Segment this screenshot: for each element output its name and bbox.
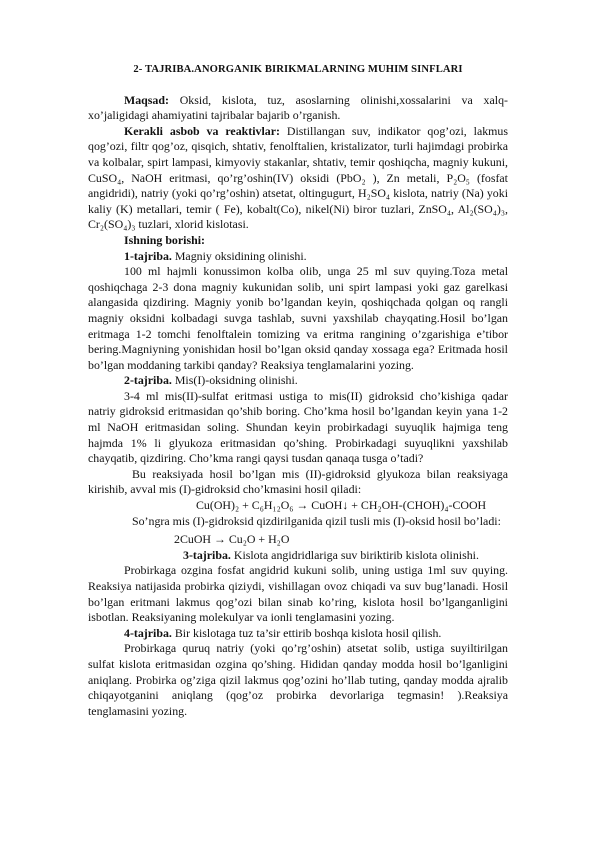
experiment-2-title: Mis(I)-oksidning olinishi. <box>171 373 298 388</box>
equation-2: 2CuOH → Cu₂O + H₂O <box>174 532 290 547</box>
experiment-3-label: 3-tajriba. <box>183 547 231 562</box>
experiment-2-text-2: Bu reaksiyada hosil bo’lgan mis (II)-gidroksid glyukoza bilan reaksiyaga kirishib, avval mis (I)-gidroksid cho’kmasini hosil qiladi: <box>88 466 508 497</box>
objective-text: Oksid, kislota, tuz, asoslarning olinishi,xossalarini va xalq-xo’jaligidagi ahamiyatini tajribalar bajarib o’rganish. <box>88 92 508 123</box>
experiment-3-heading <box>88 548 508 564</box>
page-title: 2- TAJRIBA.ANORGANIK BIRIKMALARNING MUHIM SINFLARI <box>133 64 463 75</box>
experiment-1-title: Magniy oksidining olinishi. <box>171 248 307 263</box>
experiment-2-label: 2-tajriba. <box>124 373 172 388</box>
experiment-4-title: Bir kislotaga tuz ta’sir ettirib boshqa kislota hosil qilish. <box>171 625 442 640</box>
experiment-2-text: 3-4 ml mis(II)-sulfat eritmasi ustiga to mis(II) gidroksid cho’kishiga qadar natriy gidroksid eritmasidan qo’shib boring. Cho’kma hosil bo’lgandan keyin yana 1-2 ml NaOH eritmasidan soling. Shundan keyin probirkadagi suyuqlik hajmiga teng hajmda 1% li glyukoza eritmasidan qo’shing. Probirkadagi suyuqlikni yaxshilab chayqatib, qizdiring. Cho’kma rangi qaysi tusdan qanaqa tusga o’tadi? <box>88 388 508 466</box>
experiment-4-heading <box>88 626 508 642</box>
materials-label: Kerakli asbob va reaktivlar: <box>124 123 280 138</box>
experiment-2-text-3: So’ngra mis (I)-gidroksid qizdirilganida qizil tusli mis (I)-oksid hosil bo’ladi: <box>132 513 501 528</box>
experiment-4-label: 4-tajriba. <box>124 625 172 640</box>
experiment-3-title: Kislota angidridlariga suv biriktirib kislota olinishi. <box>230 547 479 562</box>
objective-label: Maqsad: <box>124 92 169 107</box>
experiment-2-heading <box>88 373 508 389</box>
document-page <box>88 62 508 719</box>
experiment-1-label: 1-tajriba. <box>124 248 172 263</box>
experiment-4-text: Probirkaga quruq natriy (yoki qo’rg’oshin) atsetat solib, ustiga suyiltirilgan sulfat kislota eritmasidan ozgina qo’shing. Hididan qanday modda hosil bo’lganligini aniqlang. Probirka og’ziga qizil lakmus qog’ozini ho’llab tuting, qanday modda ajralib chiqayotganini aniqlang (qog’oz probirka devorlariga tegmasin! ).Reaksiya tenglamasini yozing. <box>88 641 508 718</box>
materials-text: Distillangan suv, indikator qog’ozi, lakmus qog’ozi, filtr qog’oz, qisqich, shtativ, fenolftalien, kristalizator, turli hajimdagi probirka va kolbalar, spirt lampasi, kimyoviy stakanlar, shtativ, temir qoshiqcha, magniy kukuni, CuSO₄, NaOH eritmasi, qo’rg’oshin(IV) oksidi (PbO₂ ), Zn metali, P₂O₅ (fosfat angidridi), natriy (yoki qo’rg’oshin) atsetat, oltingugurt, H₂SO₄ kislota, natriy (Na) yoki kaliy (K) metallari, temir ( Fe), kobalt(Co), nikel(Ni) biror tuzlari, ZnSO₄, Al₂(SO₄)₃, Cr₂(SO₄)₃ tuzlari, xlorid kislotasi. <box>88 123 508 232</box>
equation-1: Cu(OH)₂ + C₆H₁₂O₆ → CuOH↓ + CH₂OH-(CHOH)₄-COOH <box>196 498 487 513</box>
objective-paragraph <box>88 93 508 124</box>
experiment-1-heading <box>88 249 508 265</box>
experiment-1-text: 100 ml hajmli konussimon kolba olib, unga 25 ml suv quying.Toza metal qoshiqchaga 2-3 dona magniy kukunidan solib, uni spirt lampasi yoki gaz garelkasi alangasida qizdiring. Magniy yonib bo’lgandan keyin, qoshiqchada qolgan oq rangli magniy oksidni kolbadagi suvga tashlab, suvni yaxshilab chayqating.Hosil bo’lgan eritmaga 1-2 tomchi fenolftalein tomizing va eritma rangining o’zgarishiga e’tibor bering.Magniyning yonishidan hosil bo’lgan oksid qanday xossaga ega? Eritmada hosil bo’lgan moddaning tarkibi qanday? Reaksiya tenglamalarini yozing. <box>88 264 508 372</box>
procedure-heading: Ishning borishi: <box>124 232 205 247</box>
materials-paragraph <box>88 124 508 233</box>
experiment-3-text: Probirkaga ozgina fosfat angidrid kukuni solib, uning ustiga 1ml suv quying. Reaksiya natijasida probirka qiziydi, vishillagan ovoz chiqadi va suv bug’lanadi. Hosil bo’lgan eritmani lakmus qog’ozi bilan sinab ko’ring, kislota hosil bo’lganganligini isbotlan. Reaksiyaning molekulyar va ionli tenglamasini yozing. <box>88 563 508 625</box>
